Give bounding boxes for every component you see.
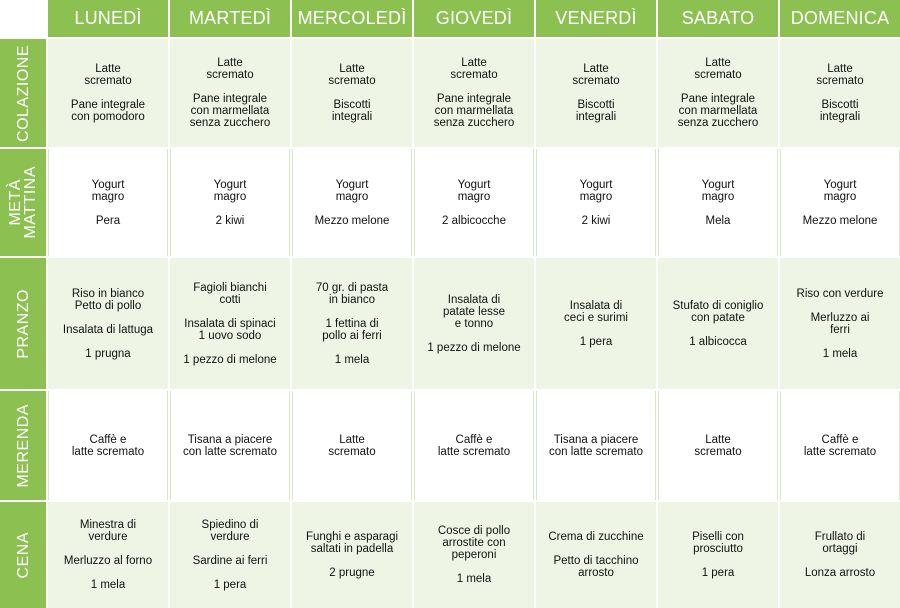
meal-cell-cena-venerdi — [536, 502, 656, 608]
meal-cell-merenda-venerdi — [536, 391, 656, 500]
day-header-domenica: DOMENICA — [780, 0, 900, 37]
meal-item: Caffè e latte scremato — [803, 433, 877, 458]
meal-cell-cena-sabato — [658, 502, 778, 608]
meal-item: Insalata di lattuga — [62, 323, 154, 336]
meal-cell-colazione-domenica — [780, 39, 900, 147]
meal-cell-colazione-martedi — [170, 39, 290, 147]
meal-item: 1 pezzo di melone — [183, 353, 277, 366]
day-header-venerdi: VENERDÌ — [536, 0, 656, 37]
meal-item: Yogurt magro — [335, 178, 369, 203]
meal-item: Latte scremato — [328, 433, 376, 458]
meal-label-text: MERENDA — [14, 403, 32, 488]
meal-item: 70 gr. di pasta in bianco — [315, 281, 389, 306]
meal-item: Tisana a piacere con latte scremato — [549, 433, 643, 458]
meal-cell-cena-mercoledi — [292, 502, 412, 608]
meal-item: Biscotti integrali — [331, 99, 373, 123]
meal-item: Latte scremato — [206, 57, 254, 81]
meal-item: 1 mela — [90, 579, 126, 591]
meal-label-colazione — [0, 39, 46, 147]
meal-label-meta-mattina — [0, 149, 46, 256]
meal-item: Crema di zucchine — [548, 531, 644, 543]
meal-cell-meta-mattina-domenica — [780, 149, 900, 256]
meal-item: Minestra di verdure — [79, 519, 137, 543]
meal-cell-colazione-sabato — [658, 39, 778, 147]
meal-cell-merenda-mercoledi — [292, 391, 412, 500]
meal-cell-cena-giovedi — [414, 502, 534, 608]
meal-item: Latte scremato — [450, 57, 498, 81]
meal-item: Latte scremato — [816, 63, 864, 87]
meal-item: Caffè e latte scremato — [437, 433, 511, 458]
meal-cell-pranzo-mercoledi — [292, 258, 412, 389]
meal-label-merenda — [0, 391, 46, 500]
meal-item: Pane integrale con pomodoro — [70, 99, 146, 123]
meal-cell-meta-mattina-mercoledi — [292, 149, 412, 256]
meal-cell-pranzo-venerdi — [536, 258, 656, 389]
meal-cell-pranzo-sabato — [658, 258, 778, 389]
meal-label-text: CENA — [14, 531, 32, 579]
meal-item: Funghi e asparagi saltati in padella — [305, 531, 399, 555]
meal-item: Biscotti integrali — [819, 99, 861, 123]
meal-item: Sardine ai ferri — [192, 555, 268, 567]
day-header-mercoledi: MERCOLEDÌ — [292, 0, 412, 37]
meal-item: Tisana a piacere con latte scremato — [183, 433, 277, 458]
meal-item: Yogurt magro — [91, 178, 125, 203]
meal-item: 2 prugne — [329, 567, 375, 579]
meal-item: Latte scremato — [694, 57, 742, 81]
meal-item: Riso con verdure — [796, 287, 884, 300]
meal-item: Lonza arrosto — [804, 567, 876, 579]
meal-item: 1 pera — [701, 567, 735, 579]
meal-item: Latte scremato — [694, 433, 742, 458]
meal-label-text: METÀ MATTINA — [7, 166, 39, 239]
meal-item: 2 kiwi — [215, 214, 245, 227]
meal-item: Yogurt magro — [213, 178, 247, 203]
meal-item: Latte scremato — [328, 63, 376, 87]
meal-item: 1 albicocca — [689, 335, 747, 348]
meal-item: Merluzzo al forno — [63, 555, 153, 567]
day-header-martedi: MARTEDÌ — [170, 0, 290, 37]
meal-cell-colazione-lunedi — [48, 39, 168, 147]
meal-item: Mezzo melone — [314, 214, 390, 227]
meal-item: 1 mela — [456, 573, 492, 585]
meal-item: Insalata di patate lesse e tonno — [442, 293, 505, 330]
meal-item: Insalata di ceci e surimi — [564, 299, 628, 324]
meal-item: Yogurt magro — [457, 178, 491, 203]
meal-item: Pane integrale con marmellata senza zucchero — [677, 93, 759, 129]
meal-item: Latte scremato — [572, 63, 620, 87]
meal-cell-meta-mattina-giovedi — [414, 149, 534, 256]
meal-item: 1 fettina di pollo ai ferri — [322, 317, 382, 342]
table-corner — [0, 0, 46, 37]
meal-item: Yogurt magro — [579, 178, 613, 203]
meal-item: Petto di tacchino arrosto — [553, 555, 639, 579]
meal-item: Latte scremato — [84, 63, 132, 87]
meal-item: 1 pezzo di melone — [427, 341, 521, 354]
meal-item: Pane integrale con marmellata senza zucchero — [433, 93, 515, 129]
meal-cell-cena-martedi — [170, 502, 290, 608]
meal-cell-merenda-martedi — [170, 391, 290, 500]
meal-item: 2 albicocche — [442, 214, 506, 227]
day-header-sabato: SABATO — [658, 0, 778, 37]
meal-item: Caffè e latte scremato — [71, 433, 145, 458]
meal-cell-meta-mattina-sabato — [658, 149, 778, 256]
meal-cell-meta-mattina-lunedi — [48, 149, 168, 256]
meal-cell-meta-mattina-venerdi — [536, 149, 656, 256]
meal-cell-pranzo-giovedi — [414, 258, 534, 389]
meal-item: Yogurt magro — [701, 178, 735, 203]
meal-item: Pera — [95, 214, 121, 227]
meal-item: 2 kiwi — [581, 214, 611, 227]
meal-item: Stufato di coniglio con patate — [672, 299, 764, 324]
meal-cell-colazione-mercoledi — [292, 39, 412, 147]
meal-cell-merenda-lunedi — [48, 391, 168, 500]
meal-item: 1 prugna — [85, 347, 131, 360]
meal-item: Insalata di spinaci 1 uovo sodo — [184, 317, 276, 342]
meal-cell-pranzo-martedi — [170, 258, 290, 389]
day-header-lunedi: LUNEDÌ — [48, 0, 168, 37]
meal-label-text: COLAZIONE — [14, 44, 32, 142]
meal-item: Mela — [705, 214, 731, 227]
meal-cell-pranzo-domenica — [780, 258, 900, 389]
meal-label-pranzo — [0, 258, 46, 389]
meal-cell-pranzo-lunedi — [48, 258, 168, 389]
meal-item: Biscotti integrali — [575, 99, 617, 123]
meal-cell-meta-mattina-martedi — [170, 149, 290, 256]
meal-cell-merenda-domenica — [780, 391, 900, 500]
meal-cell-merenda-sabato — [658, 391, 778, 500]
meal-item: Frullato di ortaggi — [814, 531, 866, 555]
meal-item: Cosce di pollo arrostite con peperoni — [437, 525, 511, 561]
meal-item: 1 mela — [334, 353, 370, 366]
meal-item: Fagioli bianchi cotti — [193, 281, 267, 306]
meal-cell-cena-domenica — [780, 502, 900, 608]
meal-label-text: PRANZO — [14, 288, 32, 359]
meal-item: 1 pera — [213, 579, 247, 591]
meal-item: Yogurt magro — [823, 178, 857, 203]
meal-item: Piselli con prosciutto — [692, 531, 744, 555]
day-header-giovedi: GIOVEDÌ — [414, 0, 534, 37]
meal-item: 1 pera — [579, 335, 613, 348]
meal-cell-cena-lunedi — [48, 502, 168, 608]
meal-item: Merluzzo ai ferri — [810, 311, 870, 336]
meal-cell-merenda-giovedi — [414, 391, 534, 500]
meal-item: Pane integrale con marmellata senza zucchero — [189, 93, 271, 129]
meal-label-cena — [0, 502, 46, 608]
meal-item: Riso in bianco Petto di pollo — [71, 287, 145, 312]
meal-cell-colazione-giovedi — [414, 39, 534, 147]
meal-item: 1 mela — [822, 347, 858, 360]
meal-cell-colazione-venerdi — [536, 39, 656, 147]
meal-item: Mezzo melone — [802, 214, 878, 227]
meal-item: Spiedino di verdure — [201, 519, 259, 543]
